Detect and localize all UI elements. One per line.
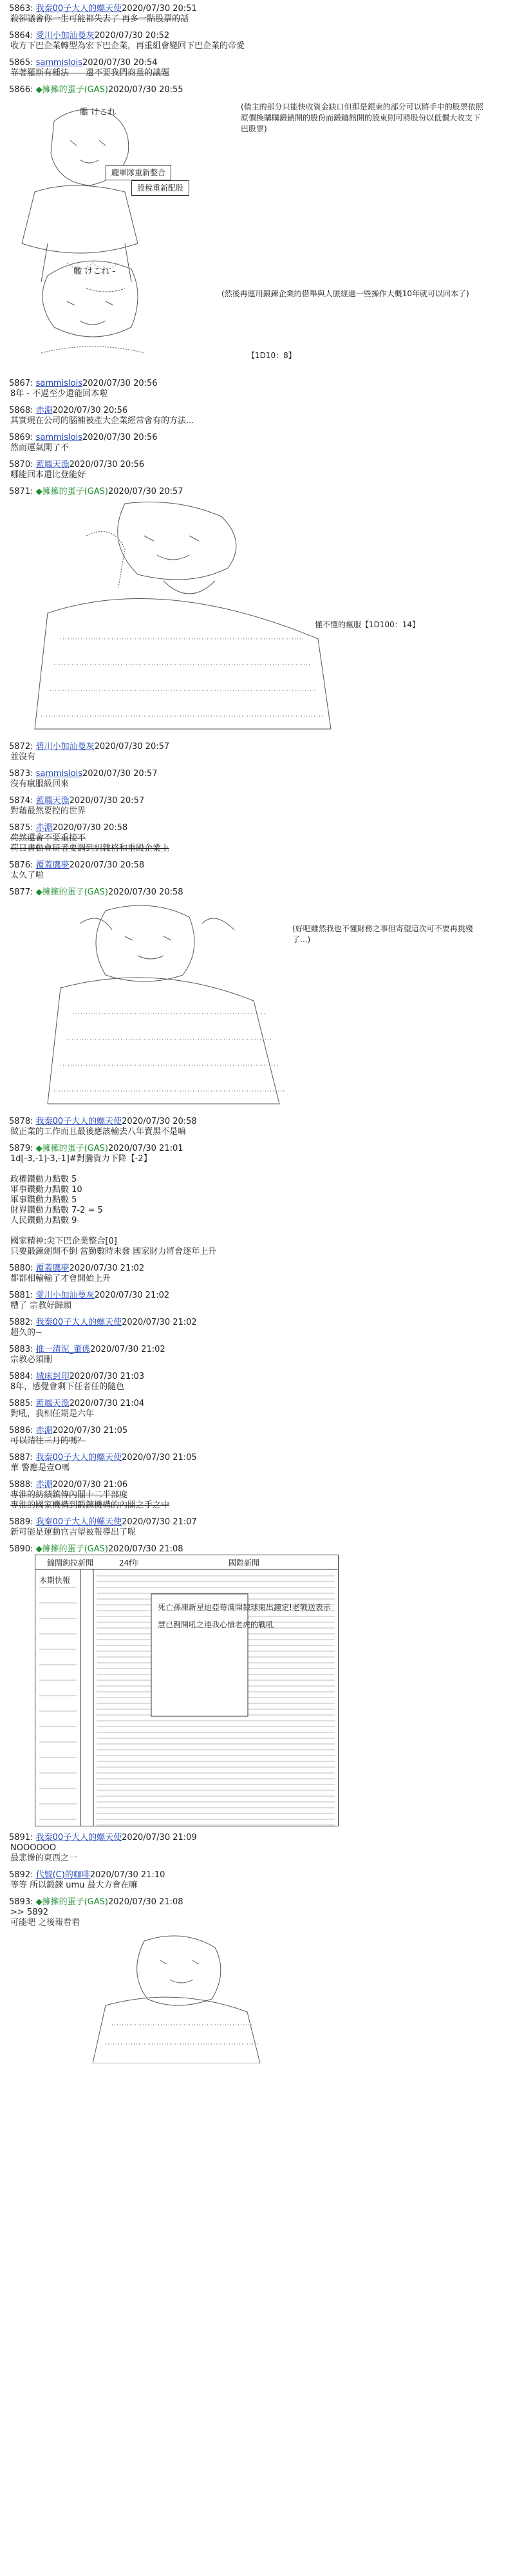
newspaper-left-column: 本期快報 bbox=[39, 1576, 71, 1585]
post-number[interactable]: 5892: bbox=[9, 1870, 33, 1880]
post-5873 bbox=[9, 769, 509, 790]
post-body bbox=[9, 1154, 509, 1257]
post-number[interactable]: 5872: bbox=[9, 742, 33, 752]
text-line: (好吧 bbox=[292, 924, 311, 933]
narration-1 bbox=[241, 102, 485, 135]
post-header bbox=[9, 1426, 509, 1436]
post-5867 bbox=[9, 379, 509, 399]
speech-box-1: 龐軍隊重新整合 bbox=[106, 165, 171, 180]
post-5890 bbox=[9, 1544, 509, 1826]
newspaper-title: 錦闊鉤拉新聞 bbox=[47, 1558, 94, 1567]
post-number[interactable]: 5878: bbox=[9, 1117, 33, 1126]
sign-text-2: 艦 けこれ - bbox=[73, 267, 115, 276]
post-line: 專淮的國家機構到鍛鍊機構的內閣之手之中 bbox=[10, 1501, 170, 1510]
post-line: 太久了啦 bbox=[10, 871, 44, 880]
post-line: 其實現在公司的腦補被產大企業經常會有的方法... bbox=[10, 416, 194, 426]
text-line: 老虎的戰吼 bbox=[235, 1620, 274, 1629]
poster-name[interactable]: 赤淵 bbox=[35, 1480, 53, 1490]
post-5888 bbox=[9, 1480, 509, 1511]
text-line bbox=[10, 1226, 509, 1236]
post-time: 2020/07/30 20:52 bbox=[94, 31, 170, 41]
post-time: 2020/07/30 20:56 bbox=[52, 406, 128, 415]
post-5868 bbox=[9, 406, 509, 426]
text-line: 但那是銀東的部分 bbox=[344, 102, 406, 111]
post-line: 做正業的工作而且最後應該輸去八年賣黑不是嘛 bbox=[10, 1127, 187, 1137]
post-time: 2020/07/30 21:03 bbox=[69, 1372, 145, 1381]
post-body bbox=[9, 1528, 509, 1538]
poster-name[interactable]: 愛川小加汕曼灰 bbox=[35, 1291, 95, 1300]
poster-name[interactable]: ◆擁擁的蛋子(GAS) bbox=[35, 1897, 108, 1907]
post-line: 對吼，我相任期是六年 bbox=[10, 1409, 95, 1419]
post-body bbox=[9, 1301, 509, 1311]
post-number[interactable]: 5876: bbox=[9, 860, 33, 870]
narration-2 bbox=[221, 289, 469, 299]
post-time: 2020/07/30 20:58 bbox=[52, 823, 128, 833]
text-line: 大概10年就可以回本了) bbox=[386, 289, 469, 298]
post-header bbox=[9, 1291, 509, 1301]
post-5882 bbox=[9, 1318, 509, 1338]
text-line: (債主的部分只能快收資金缺口 bbox=[241, 102, 344, 111]
post-number[interactable]: 5879: bbox=[9, 1144, 33, 1153]
post-number[interactable]: 5870: bbox=[9, 460, 33, 469]
post-body bbox=[9, 14, 509, 24]
post-time: 2020/07/30 20:55 bbox=[108, 85, 183, 95]
text-line: 軍事鑽動力點數 10 bbox=[10, 1185, 82, 1195]
post-5879 bbox=[9, 1144, 509, 1257]
text-line: 懂不懂的瘋服 bbox=[315, 620, 362, 629]
poster-name[interactable]: ◆擁擁的蛋子(GAS) bbox=[35, 1144, 108, 1153]
newspaper-year: 24f年 bbox=[119, 1558, 140, 1567]
post-number[interactable]: 5891: bbox=[9, 1833, 33, 1842]
post-number[interactable]: 5885: bbox=[9, 1399, 33, 1408]
post-5869 bbox=[9, 433, 509, 453]
poster-name[interactable]: 覆蓋鷹夢 bbox=[35, 860, 70, 870]
post-header bbox=[9, 1453, 509, 1463]
text-line: 迪亞莓滿開 bbox=[204, 1603, 243, 1612]
text-line: 1d[-3,-1]-3,-1]#對騰資力下降【-2】 bbox=[10, 1154, 152, 1164]
poster-name[interactable]: 愛川小加汕曼灰 bbox=[35, 31, 95, 41]
post-header bbox=[9, 58, 509, 68]
narration-5877 bbox=[292, 923, 485, 945]
post-body bbox=[9, 806, 509, 817]
dice-roll: 【1D10：8】 bbox=[247, 351, 296, 360]
post-number[interactable]: 5882: bbox=[9, 1318, 33, 1327]
text-line: 而鍛鑄館開的股東則可 bbox=[326, 113, 404, 122]
post-time: 2020/07/30 21:02 bbox=[90, 1345, 165, 1354]
text-line: 開吼之連我心憤 bbox=[181, 1620, 236, 1629]
post-5889 bbox=[9, 1517, 509, 1538]
post-body bbox=[9, 41, 509, 52]
post-body bbox=[9, 1463, 509, 1473]
post-body bbox=[9, 1436, 509, 1446]
post-number[interactable]: 5883: bbox=[9, 1345, 33, 1354]
post-number[interactable]: 5880: bbox=[9, 1264, 33, 1273]
post-time: 2020/07/30 21:02 bbox=[122, 1318, 197, 1327]
post-number[interactable]: 5863: bbox=[9, 4, 33, 14]
post-header bbox=[9, 823, 509, 833]
post-header bbox=[9, 487, 509, 497]
post-5877 bbox=[9, 887, 509, 1110]
post-time: 2020/07/30 21:02 bbox=[94, 1291, 170, 1300]
poster-name[interactable]: 我秦00子大人的螺天使 bbox=[35, 1453, 122, 1463]
post-header bbox=[9, 1144, 509, 1154]
text-line: 政權鑽動力點數 5 bbox=[10, 1175, 77, 1184]
post-header bbox=[9, 796, 509, 806]
post-header bbox=[9, 379, 509, 389]
post-number[interactable]: 5874: bbox=[9, 796, 33, 806]
post-line: 專淮的紡績鎮傳內閣十二半部度 bbox=[10, 1490, 128, 1500]
post-header bbox=[9, 1399, 509, 1409]
post-body bbox=[9, 1843, 509, 1864]
post-line: 新可能是運動官吉望被報導出了呢 bbox=[10, 1528, 136, 1537]
ascii-art-figure bbox=[9, 497, 485, 735]
post-time: 2020/07/30 20:58 bbox=[69, 860, 145, 870]
post-header bbox=[9, 1117, 509, 1127]
post-time: 2020/07/30 21:05 bbox=[122, 1453, 197, 1463]
post-body bbox=[9, 1908, 509, 1928]
post-header bbox=[9, 460, 509, 470]
post-number[interactable]: 5887: bbox=[9, 1453, 33, 1463]
post-5891 bbox=[9, 1833, 509, 1864]
poster-name[interactable]: 藍鳳天漁 bbox=[35, 460, 70, 469]
post-line: 收方下巴企業轉型為宏下巴企業，再重組會變回下巴企業的帝愛 bbox=[10, 41, 245, 51]
post-line: 可以請往三月的嗎？ bbox=[10, 1436, 86, 1446]
post-header bbox=[9, 1517, 509, 1528]
post-5876 bbox=[9, 860, 509, 881]
post-header bbox=[9, 1544, 509, 1555]
post-line: 糟了 宗教好歸願 bbox=[10, 1301, 72, 1311]
post-header bbox=[9, 860, 509, 871]
poster-name[interactable]: sammislois bbox=[35, 433, 83, 442]
post-number[interactable]: 5867: bbox=[9, 379, 33, 388]
post-5886 bbox=[9, 1426, 509, 1446]
narration-5871 bbox=[315, 620, 420, 630]
post-5893 bbox=[9, 1897, 509, 2063]
post-time: 2020/07/30 21:04 bbox=[69, 1399, 145, 1408]
post-number[interactable]: 5884: bbox=[9, 1372, 33, 1381]
post-time: 2020/07/30 20:56 bbox=[82, 433, 158, 442]
post-5884 bbox=[9, 1372, 509, 1392]
poster-name[interactable]: 赤淵 bbox=[35, 1426, 53, 1435]
text-line: 將股份以低價大收支下巴股票) bbox=[241, 113, 481, 133]
poster-name[interactable]: sammislois bbox=[35, 58, 83, 68]
post-time: 2020/07/30 21:08 bbox=[108, 1897, 183, 1907]
text-line: 但寄望這次可不要再挑殘了...) bbox=[292, 924, 473, 944]
poster-name[interactable]: 碧川小加汕曼灰 bbox=[35, 742, 95, 752]
post-5870 bbox=[9, 460, 509, 480]
post-body bbox=[9, 779, 509, 790]
post-header bbox=[9, 887, 509, 898]
post-line: 荷然還會不要重接不 bbox=[10, 833, 86, 843]
post-5865 bbox=[9, 58, 509, 79]
ascii-art-5877 bbox=[9, 898, 485, 1110]
ascii-art-figure bbox=[9, 1928, 485, 2063]
post-time: 2020/07/30 20:57 bbox=[94, 742, 170, 752]
ascii-art-5893 bbox=[9, 1928, 485, 2063]
post-body bbox=[9, 871, 509, 881]
post-time: 2020/07/30 20:57 bbox=[108, 487, 183, 497]
post-number[interactable]: 5888: bbox=[9, 1480, 33, 1490]
text-line: 依照原價換購購鍛銷開的股份 bbox=[241, 102, 483, 122]
post-header bbox=[9, 1833, 509, 1843]
post-header bbox=[9, 1480, 509, 1490]
post-number[interactable]: 5889: bbox=[9, 1517, 33, 1527]
text-line: 只要鍛鍊劍開不倒 當勤數時未發 國家財力將會逐年上升 bbox=[10, 1247, 217, 1256]
poster-name[interactable]: sammislois bbox=[35, 769, 83, 779]
post-body bbox=[9, 833, 509, 854]
post-number[interactable]: 5886: bbox=[9, 1426, 33, 1435]
text-line: 借舉與人脈 bbox=[301, 289, 341, 298]
post-header bbox=[9, 1870, 509, 1880]
poster-name[interactable]: ◆擁擁的蛋子(GAS) bbox=[35, 85, 108, 95]
post-time: 2020/07/30 20:56 bbox=[82, 379, 158, 388]
text-line: 慧已賢 bbox=[158, 1620, 182, 1629]
post-time: 2020/07/30 21:02 bbox=[69, 1264, 145, 1273]
poster-name[interactable]: 藍鳳天漁 bbox=[35, 1399, 70, 1408]
post-line: NOOOOOO bbox=[10, 1843, 57, 1853]
post-number[interactable]: 5890: bbox=[9, 1544, 33, 1554]
ascii-art-figure bbox=[9, 95, 485, 372]
post-number[interactable]: 5864: bbox=[9, 31, 33, 41]
post-time: 2020/07/30 21:06 bbox=[52, 1480, 128, 1490]
text-line: 雖然我也不懂財務之事 bbox=[310, 924, 388, 933]
poster-name[interactable]: ◆擁擁的蛋子(GAS) bbox=[35, 1544, 108, 1554]
poster-name[interactable]: ◆擁擁的蛋子(GAS) bbox=[35, 487, 108, 497]
post-number[interactable]: 5875: bbox=[9, 823, 33, 833]
post-header bbox=[9, 769, 509, 779]
text-line: 可能吧 之後報看看 bbox=[10, 1918, 80, 1927]
post-body bbox=[9, 1382, 509, 1392]
poster-name[interactable]: 覆蓋鷹夢 bbox=[35, 1264, 70, 1273]
post-number[interactable]: 5868: bbox=[9, 406, 33, 415]
post-time: 2020/07/30 21:05 bbox=[52, 1426, 128, 1435]
post-time: 2020/07/30 20:51 bbox=[122, 4, 197, 14]
text-line bbox=[10, 1164, 509, 1175]
post-number[interactable]: 5881: bbox=[9, 1291, 33, 1300]
text-line: 可以將手中的股票 bbox=[406, 102, 468, 111]
poster-name[interactable]: ◆擁擁的蛋子(GAS) bbox=[35, 887, 108, 897]
post-time: 2020/07/30 21:10 bbox=[89, 1870, 165, 1880]
newspaper-frame bbox=[35, 1555, 339, 1826]
post-line: 8年，感覺會剩下任者任的隨色 bbox=[10, 1382, 125, 1392]
post-header bbox=[9, 4, 509, 14]
post-line: 然而運氣開了不 bbox=[10, 443, 70, 453]
newspaper-lines bbox=[35, 1555, 338, 1826]
newspaper-headlines bbox=[158, 1599, 338, 1634]
post-number[interactable]: 5866: bbox=[9, 85, 33, 95]
poster-name[interactable]: 推一清泥_董係 bbox=[35, 1345, 91, 1354]
post-time: 2020/07/30 20:57 bbox=[69, 796, 145, 806]
post-time: 2020/07/30 20:57 bbox=[82, 769, 158, 779]
post-header bbox=[9, 1897, 509, 1908]
post-number[interactable]: 5865: bbox=[9, 58, 33, 68]
poster-name[interactable]: 藍鳳天漁 bbox=[35, 796, 70, 806]
post-line: 對藉最然要控的世界 bbox=[10, 806, 86, 816]
poster-name[interactable]: 我秦00子大人的螺天使 bbox=[35, 1117, 122, 1126]
poster-name[interactable]: sammislois bbox=[35, 379, 83, 388]
post-5881 bbox=[9, 1291, 509, 1311]
poster-name[interactable]: 我秦00子大人的螺天使 bbox=[35, 1833, 122, 1842]
post-5863 bbox=[9, 4, 509, 24]
post-body bbox=[9, 1328, 509, 1338]
post-5887 bbox=[9, 1453, 509, 1473]
post-number[interactable]: 5869: bbox=[9, 433, 33, 442]
poster-name[interactable]: 赤淵 bbox=[35, 823, 53, 833]
post-line: 最悲慘的東西之一 bbox=[10, 1853, 78, 1863]
post-line: 等等 所以鍛鍊 umu 最大方會在嘛 bbox=[10, 1880, 138, 1890]
ascii-art-5871 bbox=[9, 497, 485, 735]
speech-box-2: 股稅重新配股 bbox=[131, 180, 189, 196]
post-line: 8年 - 不過至少還能回本啦 bbox=[10, 389, 108, 399]
post-5880 bbox=[9, 1264, 509, 1284]
post-line: 荷日書動會研者要調到糾雜格和重殿企業上 bbox=[10, 844, 170, 853]
post-5878 bbox=[9, 1117, 509, 1137]
post-body bbox=[9, 1490, 509, 1511]
newspaper-section: 國際新聞 bbox=[229, 1558, 260, 1567]
sign-text-1: 艦 けこれ bbox=[80, 108, 117, 117]
post-header bbox=[9, 31, 509, 41]
post-body bbox=[9, 389, 509, 399]
ascii-art-5866 bbox=[9, 95, 485, 372]
post-line: 哪能回本還比登能好 bbox=[10, 470, 86, 480]
post-number[interactable]: 5877: bbox=[9, 887, 33, 897]
text-line: >> 5892 bbox=[10, 1908, 49, 1917]
poster-name[interactable]: 我秦00子大人的螺天使 bbox=[35, 4, 122, 14]
post-line: 都都相輸輸了才會開始上升 bbox=[10, 1274, 111, 1283]
post-5875 bbox=[9, 823, 509, 854]
post-body bbox=[9, 1880, 509, 1891]
post-line: 靠著羅斯有種法——還不要我們商量的議題 bbox=[10, 68, 170, 78]
text-line: 人民鑽動力點數 9 bbox=[10, 1216, 77, 1226]
text-line: 國家精神:尖下巴企業整合[0] bbox=[10, 1236, 117, 1246]
post-body bbox=[9, 470, 509, 480]
post-time: 2020/07/30 20:54 bbox=[82, 58, 158, 68]
text-line: 死亡孫凍新星 bbox=[158, 1603, 205, 1612]
post-time: 2020/07/30 21:09 bbox=[122, 1833, 197, 1842]
post-body bbox=[9, 752, 509, 762]
text-line: 財界鑽動力點數 7-2 = 5 bbox=[10, 1206, 103, 1215]
post-body bbox=[9, 1409, 509, 1419]
text-line: 經過一些操作 bbox=[340, 289, 387, 298]
post-header bbox=[9, 742, 509, 752]
post-body bbox=[9, 1274, 509, 1284]
post-5864 bbox=[9, 31, 509, 52]
post-time: 2020/07/30 21:01 bbox=[108, 1144, 183, 1153]
post-body bbox=[9, 1355, 509, 1365]
post-number[interactable]: 5871: bbox=[9, 487, 33, 497]
post-header bbox=[9, 433, 509, 443]
post-header bbox=[9, 406, 509, 416]
post-5866 bbox=[9, 85, 509, 372]
post-5874 bbox=[9, 796, 509, 817]
text-line: (然後再運用鍛鍊企業的 bbox=[221, 289, 302, 298]
post-header bbox=[9, 1372, 509, 1382]
post-time: 2020/07/30 20:56 bbox=[69, 460, 145, 469]
post-line: 並沒有 bbox=[10, 752, 36, 762]
post-5872 bbox=[9, 742, 509, 762]
poster-name[interactable]: 城床封印 bbox=[35, 1372, 70, 1381]
post-5885 bbox=[9, 1399, 509, 1419]
poster-name[interactable]: 我秦00子大人的螺天使 bbox=[35, 1318, 122, 1327]
post-5871 bbox=[9, 487, 509, 735]
post-line: 超久的~ bbox=[10, 1328, 42, 1338]
post-line: 宗教必須刪 bbox=[10, 1355, 53, 1365]
post-time: 2020/07/30 20:58 bbox=[122, 1117, 197, 1126]
poster-name[interactable]: 我秦00子大人的螺天使 bbox=[35, 1517, 122, 1527]
poster-name[interactable]: 赤淵 bbox=[35, 406, 53, 415]
post-header bbox=[9, 85, 509, 95]
poster-name[interactable]: 代號(C)的咖啡 bbox=[35, 1870, 90, 1880]
post-line: 沒有瘋服級回來 bbox=[10, 779, 70, 789]
text-line: 隸球東出鐘定! bbox=[243, 1603, 292, 1612]
post-header bbox=[9, 1264, 509, 1274]
post-time: 2020/07/30 20:58 bbox=[108, 887, 183, 897]
post-line: 華 警應是壹O嗎 bbox=[10, 1463, 70, 1473]
post-number[interactable]: 5873: bbox=[9, 769, 33, 779]
post-header bbox=[9, 1345, 509, 1355]
post-body bbox=[9, 416, 509, 426]
post-5883 bbox=[9, 1345, 509, 1365]
post-body bbox=[9, 1127, 509, 1137]
text-line: 軍事鑽動力點數 5 bbox=[10, 1195, 77, 1205]
post-time: 2020/07/30 21:07 bbox=[122, 1517, 197, 1527]
post-time: 2020/07/30 21:08 bbox=[108, 1544, 183, 1554]
post-header bbox=[9, 1318, 509, 1328]
text-line: 老戰送表示 bbox=[292, 1603, 331, 1612]
post-5892 bbox=[9, 1870, 509, 1891]
post-number[interactable]: 5893: bbox=[9, 1897, 33, 1907]
post-body bbox=[9, 68, 509, 79]
text-line: 【1D100：14】 bbox=[361, 620, 420, 629]
thread-board bbox=[9, 4, 509, 2070]
post-body bbox=[9, 443, 509, 453]
post-line: 殺卻議會你一生可能都失去了 再多一點股票的話 bbox=[10, 14, 189, 24]
